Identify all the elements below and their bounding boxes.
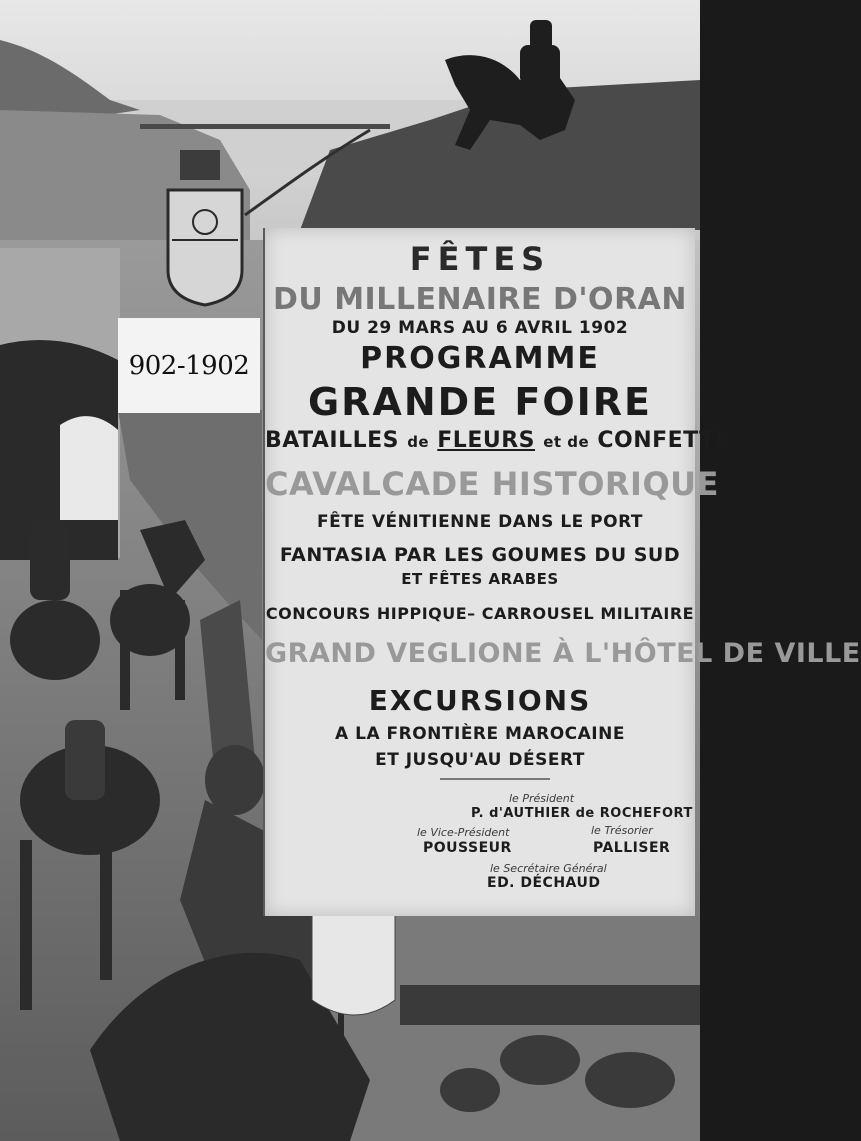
batailles-word: BATAILLES	[265, 428, 400, 453]
title-millenaire: DU MILLENAIRE D'ORAN	[273, 282, 687, 317]
programme-panel	[263, 228, 861, 916]
festival-dates: DU 29 MARS AU 6 AVRIL 1902	[331, 318, 629, 338]
vice-president-name: POUSSEUR	[423, 840, 512, 856]
secretaire-name: ED. DÉCHAUD	[487, 875, 601, 891]
programme-heading: PROGRAMME	[360, 341, 600, 376]
concours-hippique: CONCOURS HIPPIQUE– CARROUSEL MILITAIRE	[265, 604, 695, 623]
pier	[140, 124, 390, 129]
millennium-date-box	[118, 318, 260, 413]
jusqu-au-desert: ET JUSQU'AU DÉSERT	[375, 750, 585, 770]
grand-veglione: GRAND VEGLIONE À L'HÔTEL DE VILLE	[265, 638, 861, 669]
batailles-et-de: et de	[543, 433, 590, 451]
fantasia-line: FANTASIA PAR LES GOUMES DU SUD	[279, 544, 681, 566]
batailles-confetti: CONFETTI	[597, 428, 724, 453]
president-name: P. d'AUTHIER de ROCHEFORT	[471, 806, 693, 821]
fete-venitienne: FÊTE VÉNITIENNE DANS LE PORT	[316, 512, 644, 532]
batailles-de: de	[407, 433, 430, 451]
vice-president-title: le Vice-Président	[417, 826, 510, 839]
batailles-line	[265, 428, 724, 453]
secretaire-title: le Secrétaire Général	[490, 862, 607, 875]
tresorier-name: PALLISER	[593, 840, 671, 856]
gate-light	[60, 416, 118, 520]
excursions-heading: EXCURSIONS	[368, 684, 592, 717]
divider	[440, 778, 550, 780]
grande-foire: GRANDE FOIRE	[307, 380, 652, 424]
tresorier-title: le Trésorier	[591, 824, 653, 837]
title-fetes: FÊTES	[409, 240, 551, 278]
frontiere-marocaine: A LA FRONTIÈRE MAROCAINE	[335, 724, 625, 744]
cavalcade-historique: CAVALCADE HISTORIQUE	[265, 465, 719, 503]
batailles-fleurs: FLEURS	[437, 428, 536, 453]
fetes-arabes: ET FÊTES ARABES	[401, 570, 559, 588]
president-title: le Président	[509, 792, 575, 805]
millennium-date: 902-1902	[128, 350, 250, 381]
